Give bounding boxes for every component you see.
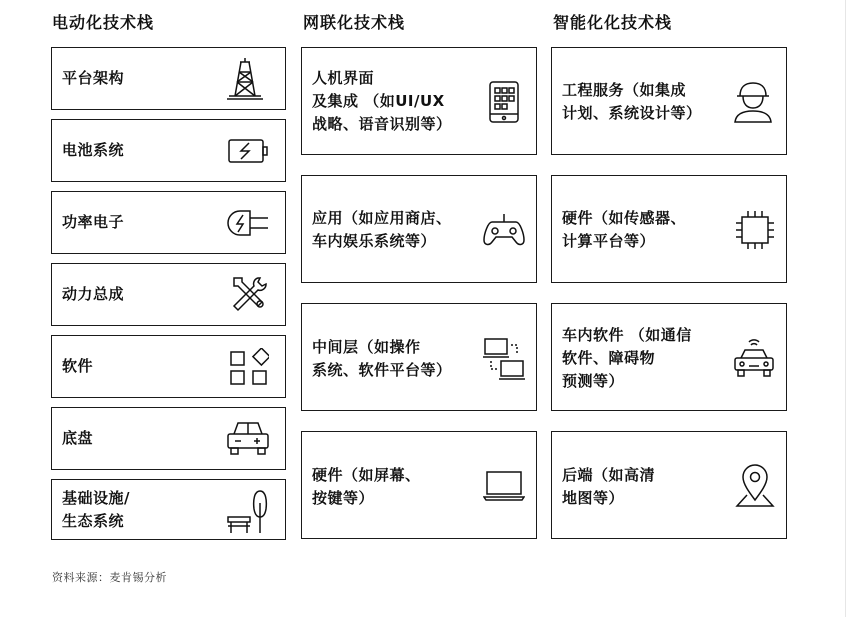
item-label: 中间层（如操作 系统、软件平台等） bbox=[312, 338, 452, 379]
engineer-icon bbox=[731, 80, 775, 124]
source-note: 资料来源：麦肯锡分析 bbox=[52, 571, 167, 584]
stack-item-platform-architecture bbox=[51, 47, 286, 110]
car-icon bbox=[226, 418, 270, 458]
item-label: 平台架构 bbox=[62, 69, 125, 87]
tablet-icon bbox=[488, 80, 520, 124]
column-title-intelligence: 智能化化技术栈 bbox=[553, 13, 673, 32]
stack-item-in-car-software bbox=[551, 303, 787, 411]
chip-icon bbox=[734, 209, 776, 251]
item-label: 后端（如高清 地图等） bbox=[562, 466, 656, 507]
item-label: 基础设施/ 生态系统 bbox=[62, 489, 130, 530]
stack-item-infrastructure bbox=[51, 479, 286, 540]
stack-item-hmi-integration bbox=[301, 47, 537, 155]
item-label: 动力总成 bbox=[62, 285, 125, 303]
stack-item-hardware-screens bbox=[301, 431, 537, 539]
map-pin-icon bbox=[735, 462, 775, 508]
item-label: 应用（如应用商店、 车内娱乐系统等） bbox=[312, 209, 452, 250]
item-label: 工程服务（如集成 计划、系统设计等） bbox=[562, 81, 702, 122]
bench-tree-icon bbox=[226, 487, 272, 535]
laptop-icon bbox=[483, 470, 525, 502]
stack-item-software bbox=[51, 335, 286, 398]
column-title-electrification: 电动化技术栈 bbox=[52, 13, 155, 32]
item-label: 车内软件 （如通信 软件、障碍物 预测等） bbox=[562, 326, 692, 390]
power-plug-icon bbox=[226, 208, 272, 238]
stack-item-battery-system bbox=[51, 119, 286, 182]
tools-icon bbox=[228, 274, 268, 314]
item-label: 功率电子 bbox=[62, 213, 125, 231]
gamepad-icon bbox=[482, 212, 526, 248]
stack-item-applications bbox=[301, 175, 537, 283]
item-label: 人机界面 及集成 （如UI/UX 战略、语音识别等） bbox=[312, 69, 452, 133]
oil-derrick-icon bbox=[225, 56, 265, 100]
item-label: 电池系统 bbox=[62, 141, 125, 159]
battery-icon bbox=[227, 138, 271, 164]
stack-item-middleware bbox=[301, 303, 537, 411]
column-title-connectivity: 网联化技术栈 bbox=[303, 13, 406, 32]
stack-item-backend bbox=[551, 431, 787, 539]
stack-item-power-electronics bbox=[51, 191, 286, 254]
stack-item-chassis bbox=[51, 407, 286, 470]
item-label: 硬件（如屏幕、 按键等） bbox=[312, 466, 421, 507]
right-edge-line bbox=[845, 0, 846, 617]
app-grid-icon bbox=[229, 348, 269, 388]
item-label: 硬件（如传感器、 计算平台等） bbox=[562, 209, 687, 250]
stack-item-engineering-services bbox=[551, 47, 787, 155]
item-label: 底盘 bbox=[62, 429, 94, 447]
stack-item-powertrain bbox=[51, 263, 286, 326]
stack-item-hardware-sensors bbox=[551, 175, 787, 283]
item-label: 软件 bbox=[62, 357, 94, 375]
network-computers-icon bbox=[483, 337, 527, 381]
connected-car-icon bbox=[732, 336, 776, 382]
